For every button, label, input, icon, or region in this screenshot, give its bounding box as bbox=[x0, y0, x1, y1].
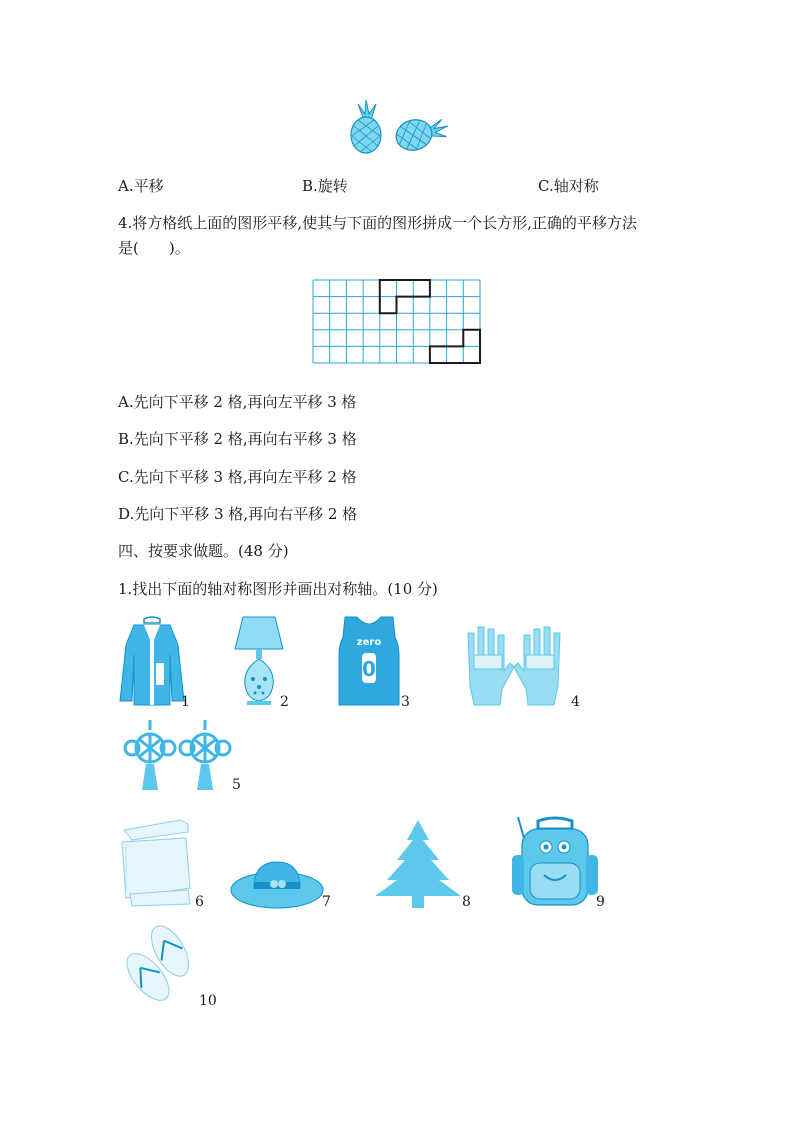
figure-number-10: 10 bbox=[199, 993, 217, 1009]
grid-lines bbox=[313, 280, 480, 363]
q4-grid-figure bbox=[313, 280, 481, 364]
jersey-number: 0 bbox=[362, 657, 376, 681]
pineapple-figure bbox=[344, 100, 448, 156]
chinese-knot-icon bbox=[120, 720, 232, 792]
figure-number-3: 3 bbox=[401, 694, 410, 710]
section4-q1: 1.找出下面的轴对称图形并画出对称轴。(10 分) bbox=[118, 580, 438, 598]
coat-icon bbox=[120, 615, 184, 707]
q3-option-a: A.平移 bbox=[118, 177, 164, 195]
q4-option-c: C.先向下平移 3 格,再向左平移 2 格 bbox=[118, 468, 357, 486]
backpack-icon bbox=[512, 815, 598, 910]
q4-stem-line1: 4.将方格纸上面的图形平移,使其与下面的图形拼成一个长方形,正确的平移方法 bbox=[118, 214, 637, 232]
q3-option-c: C.轴对称 bbox=[538, 177, 599, 195]
figure-number-1: 1 bbox=[181, 694, 190, 710]
q4-stem-line2: 是( )。 bbox=[118, 239, 190, 257]
hat-icon bbox=[230, 858, 324, 910]
gloves-icon bbox=[460, 625, 568, 707]
pine-tree-icon bbox=[373, 818, 463, 910]
q4-option-b: B.先向下平移 2 格,再向右平移 3 格 bbox=[118, 430, 357, 448]
flip-flops-icon bbox=[118, 925, 202, 1007]
figure-number-2: 2 bbox=[280, 694, 289, 710]
figure-number-8: 8 bbox=[462, 894, 471, 910]
glove-right bbox=[514, 627, 560, 705]
q4-option-d: D.先向下平移 3 格,再向右平移 2 格 bbox=[118, 505, 358, 523]
q3-option-b: B.旋转 bbox=[302, 177, 348, 195]
glove-left bbox=[468, 627, 514, 705]
figure-number-7: 7 bbox=[322, 894, 331, 910]
q4-option-a: A.先向下平移 2 格,再向左平移 3 格 bbox=[118, 393, 357, 411]
jersey-text: zero bbox=[356, 637, 382, 648]
figure-number-9: 9 bbox=[596, 894, 605, 910]
figure-number-6: 6 bbox=[195, 894, 204, 910]
pineapple-rotated-icon bbox=[393, 111, 452, 154]
figure-number-4: 4 bbox=[571, 694, 580, 710]
jersey-icon bbox=[337, 615, 401, 707]
shirt-icon bbox=[120, 818, 192, 908]
section4-title: 四、按要求做题。(48 分) bbox=[118, 542, 289, 560]
figure-number-5: 5 bbox=[232, 777, 241, 793]
lamp-icon bbox=[233, 615, 285, 707]
pineapple-upright-icon bbox=[351, 100, 381, 153]
